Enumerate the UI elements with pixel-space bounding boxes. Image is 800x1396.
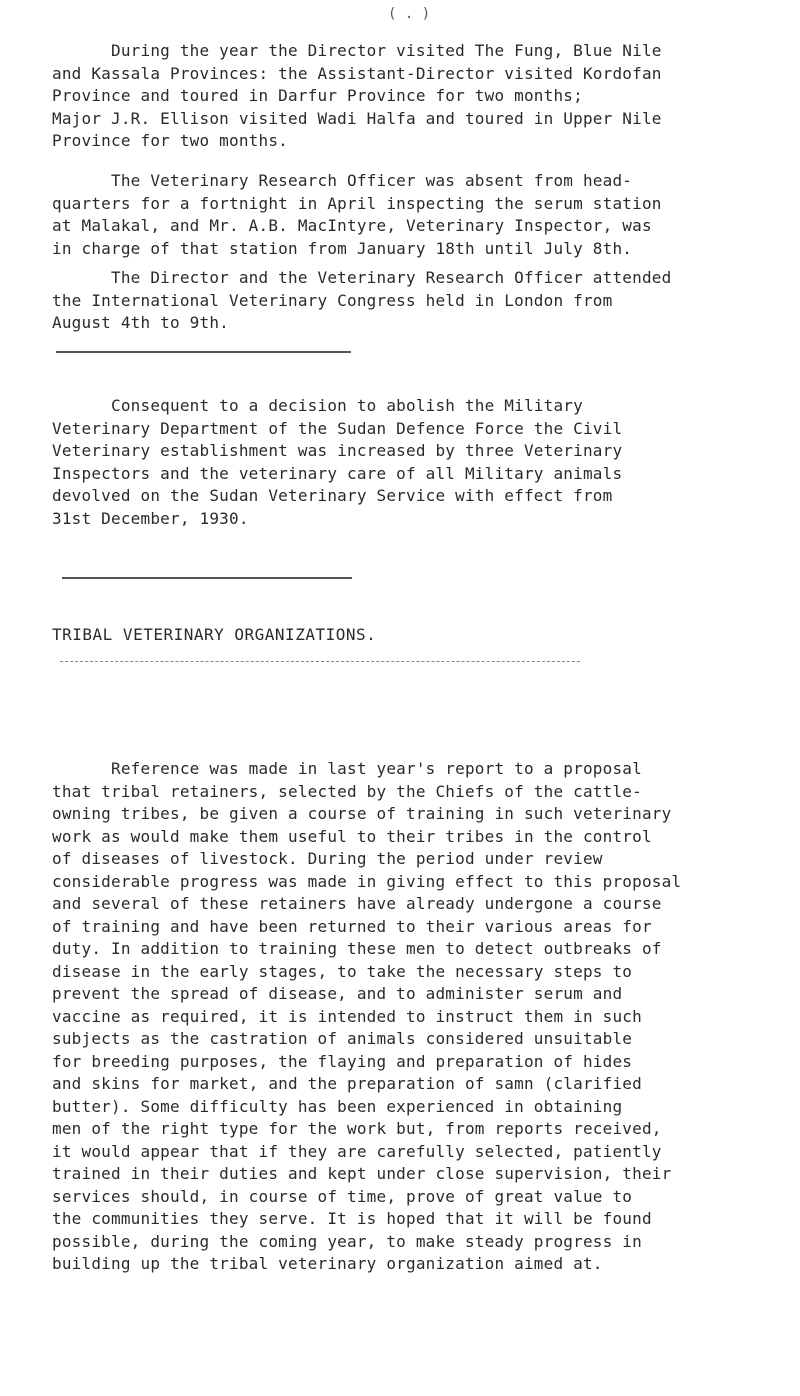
text-line: it would appear that if they are carefully selected, patiently — [52, 1141, 662, 1161]
text-line: Province for two months. — [52, 131, 288, 150]
text-line: vaccine as required, it is intended to instruct them in such — [52, 1006, 642, 1026]
text-line: Reference was made in last year's report to a proposal — [52, 759, 642, 778]
text-line: and several of these retainers have already undergone a course — [52, 894, 662, 913]
page-mark: ( . ) — [388, 6, 431, 22]
text-line: of diseases of livestock. During the period under review — [52, 849, 603, 868]
text-line: August 4th to 9th. — [52, 313, 229, 332]
text-line: duty. In addition to training these men to detect outbreaks of — [52, 939, 662, 958]
text-line: possible, during the coming year, to make steady progress in — [52, 1231, 642, 1251]
text-line: Major J.R. Ellison visited Wadi Halfa and toured in Upper Nile — [52, 108, 662, 128]
text-line: prevent the spread of disease, and to administer serum and — [52, 984, 623, 1003]
text-line: Veterinary establishment was increased by three Veterinary — [52, 441, 623, 460]
text-line: Consequent to a decision to abolish the Military — [52, 396, 583, 415]
text-line: building up the tribal veterinary organization aimed at. — [52, 1254, 603, 1273]
text-line: that tribal retainers, selected by the Chiefs of the cattle- — [52, 781, 642, 801]
text-line: disease in the early stages, to take the necessary steps to — [52, 961, 633, 981]
text-line: the communities they serve. It is hoped that it will be found — [52, 1209, 652, 1228]
text-line: 31st December, 1930. — [52, 508, 249, 528]
text-line: in charge of that station from January 18th until July 8th. — [52, 238, 633, 258]
text-line: quarters for a fortnight in April inspecting the serum station — [52, 193, 662, 213]
text-line: considerable progress was made in giving effect to this proposal — [52, 871, 682, 891]
text-line: trained in their duties and kept under close supervision, their — [52, 1164, 672, 1183]
text-line: and Kassala Provinces: the Assistant-Director visited Kordofan — [52, 63, 662, 83]
text-line: subjects as the castration of animals considered unsuitable — [52, 1029, 633, 1048]
text-line: Inspectors and the veterinary care of all Military animals — [52, 463, 623, 483]
section-divider — [56, 351, 351, 353]
text-line: services should, in course of time, prove of great value to — [52, 1186, 633, 1206]
text-line: Veterinary Department of the Sudan Defence Force the Civil — [52, 418, 623, 438]
section-divider — [62, 577, 352, 579]
text-line: men of the right type for the work but, from reports received, — [52, 1119, 662, 1138]
text-line: Province and toured in Darfur Province for two months; — [52, 86, 583, 105]
paragraph-congress — [52, 267, 762, 335]
text-line: The Director and the Veterinary Research Officer attended — [52, 268, 672, 287]
text-line: owning tribes, be given a course of training in such veterinary — [52, 804, 672, 823]
text-line: the International Veterinary Congress held in London from — [52, 290, 613, 310]
text-line: of training and have been returned to their various areas for — [52, 916, 652, 936]
text-line: at Malakal, and Mr. A.B. MacIntyre, Veterinary Inspector, was — [52, 216, 652, 235]
paragraph-tribal-organization — [52, 758, 762, 1276]
text-line: work as would make them useful to their tribes in the control — [52, 826, 652, 846]
text-line: for breeding purposes, the flaying and preparation of hides — [52, 1051, 633, 1071]
text-line: butter). Some difficulty has been experienced in obtaining — [52, 1096, 623, 1116]
paragraph-military-department — [52, 395, 762, 530]
heading-underline — [60, 661, 580, 662]
text-line: and skins for market, and the preparation of samn (clarified — [52, 1074, 642, 1093]
text-line: devolved on the Sudan Veterinary Service with effect from — [52, 486, 613, 505]
paragraph-tours — [52, 40, 762, 153]
text-line: During the year the Director visited The Fung, Blue Nile — [52, 41, 662, 60]
paragraph-research-officer — [52, 170, 762, 260]
text-line: The Veterinary Research Officer was absent from head- — [52, 171, 633, 190]
section-heading: TRIBAL VETERINARY ORGANIZATIONS. — [52, 625, 377, 644]
